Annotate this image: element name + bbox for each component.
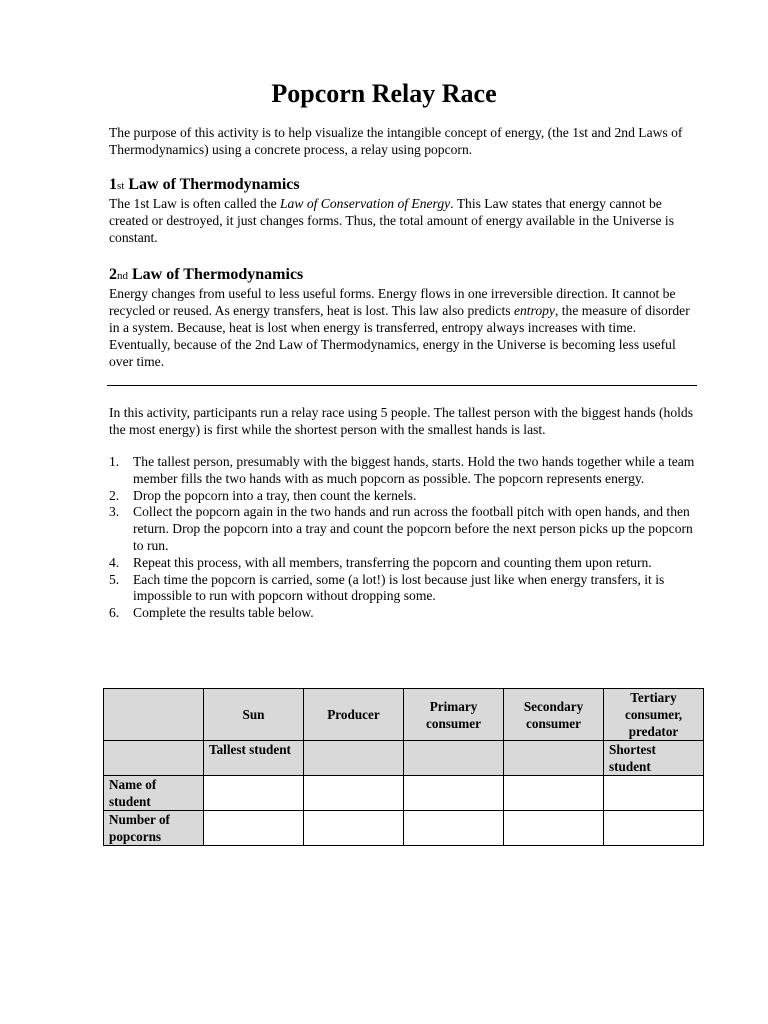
law2-heading-text: Law of Thermodynamics (132, 266, 304, 283)
table-subheader-cell (504, 741, 604, 776)
results-table (103, 688, 704, 846)
list-item-number: 6. (109, 605, 120, 621)
table-header-cell: Producer (304, 689, 404, 741)
table-subheader-cell: Shortest student (604, 741, 704, 776)
table-header-cell: Secondary consumer (504, 689, 604, 741)
table-subheader-cell: Tallest student (204, 741, 304, 776)
list-item-number: 5. (109, 571, 120, 587)
law2-text-after: , the measure of disorder in a system. Because, heat is lost when energy is transferred, entropy always increases with time. Eventually, because of the 2nd Law of Thermodynamics, energy in the Universe is becoming less useful over time. (109, 303, 690, 369)
list-item (109, 454, 699, 488)
table-input-cell[interactable] (504, 811, 604, 846)
list-item-number: 4. (109, 554, 120, 570)
list-item (109, 555, 699, 572)
table-input-cell[interactable] (404, 776, 504, 811)
law1-ordinal: st (117, 180, 125, 192)
list-item-text: Collect the popcorn again in the two hands and run across the football pitch with open hands, and then return. Drop the popcorn into a tray and count the popcorn before the next person picks up the popcorn to run. (133, 504, 693, 553)
table-input-cell[interactable] (604, 811, 704, 846)
law1-text-before: The 1st Law is often called the (109, 196, 280, 211)
activity-paragraph: In this activity, participants run a relay race using 5 people. The tallest person with the biggest hands (holds the most energy) is first while the shortest person with the smallest hands is last. (109, 405, 694, 437)
table-input-cell[interactable] (304, 776, 404, 811)
list-item-text: Repeat this process, with all members, transferring the popcorn and counting them upon return. (133, 554, 652, 570)
table-row (104, 776, 704, 811)
table-input-cell[interactable] (204, 776, 304, 811)
law2-text-before: Energy changes from useful to less useful forms. Energy flows in one irreversible direction. It cannot be recycled or reused. As energy transfers, heat is lost. This law also predicts (109, 286, 676, 318)
list-item (109, 488, 699, 505)
law2-heading (109, 265, 303, 286)
page-title: Popcorn Relay Race (271, 79, 497, 108)
table-header-cell: Sun (204, 689, 304, 741)
table-input-cell[interactable] (304, 811, 404, 846)
law1-heading (109, 175, 300, 196)
list-item-number: 3. (109, 504, 120, 520)
intro-paragraph: The purpose of this activity is to help visualize the intangible concept of energy, (the 1st and 2nd Laws of Thermodynamics) using a concrete process, a relay using popcorn. (109, 125, 683, 157)
law1-paragraph (109, 195, 699, 246)
law1-number: 1 (109, 176, 117, 193)
table-input-cell[interactable] (404, 811, 504, 846)
law2-ordinal: nd (117, 270, 128, 282)
list-item-number: 1. (109, 454, 120, 469)
table-row-label: Number of popcorns (104, 811, 204, 846)
list-item-text: The tallest person, presumably with the biggest hands, starts. Hold the two hands together while a team member fills the two hands with as much popcorn as possible. The popcorn represents energy. (133, 454, 695, 486)
table-input-cell[interactable] (204, 811, 304, 846)
table-header-row (104, 689, 704, 741)
table-row (104, 811, 704, 846)
law2-text-italic: entropy (513, 303, 555, 318)
table-input-cell[interactable] (504, 776, 604, 811)
law1-text-italic: Law of Conservation of Energy (280, 196, 451, 211)
table-subheader-cell (104, 741, 204, 776)
table-subheader-row (104, 741, 704, 776)
law2-paragraph (109, 285, 699, 370)
steps-list (109, 454, 699, 622)
list-item-text: Drop the popcorn into a tray, then count the kernels. (133, 487, 417, 503)
table-header-cell: Primary consumer (404, 689, 504, 741)
list-item-text: Complete the results table below. (133, 605, 314, 621)
table-header-cell: Tertiary consumer, predator (604, 689, 704, 741)
table-header-cell (104, 689, 204, 741)
law1-text-after: . This Law states that energy cannot be created or destroyed, it just changes forms. Thus, the total amount of energy available in the Universe is constant. (109, 196, 674, 245)
law2-number: 2 (109, 266, 117, 283)
law1-heading-text: Law of Thermodynamics (128, 176, 300, 193)
list-item-text: Each time the popcorn is carried, some (a lot!) is lost because just like when energy transfers, it is impossible to run with popcorn without dropping some. (133, 571, 665, 604)
table-input-cell[interactable] (604, 776, 704, 811)
horizontal-divider (107, 385, 697, 386)
list-item (109, 605, 699, 622)
table-subheader-cell (404, 741, 504, 776)
table-row-label: Name of student (104, 776, 204, 811)
list-item (109, 504, 699, 554)
list-item (109, 572, 699, 606)
list-item-number: 2. (109, 487, 120, 503)
table-subheader-cell (304, 741, 404, 776)
